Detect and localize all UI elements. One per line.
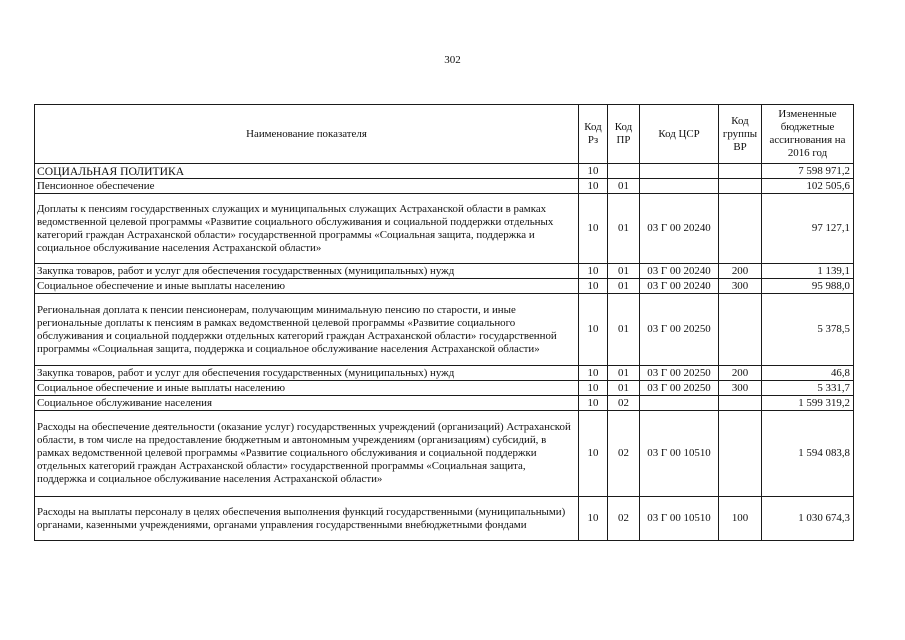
row-csr: 03 Г 00 20250 bbox=[640, 294, 719, 366]
row-name: Расходы на выплаты персоналу в целях обеспечения выполнения функций государственными (муниципальными) органами, казенными учреждениями, органами управления государственными внебюджетными фондами bbox=[35, 497, 579, 541]
row-name: Закупка товаров, работ и услуг для обеспечения государственных (муниципальных) нужд bbox=[35, 264, 579, 279]
row-rz: 10 bbox=[579, 179, 608, 194]
row-sum: 97 127,1 bbox=[762, 194, 854, 264]
header-indicator-name: Наименование показателя bbox=[35, 105, 579, 164]
table-row bbox=[35, 497, 854, 541]
row-csr: 03 Г 00 20240 bbox=[640, 264, 719, 279]
header-target-item-code: Код ЦСР bbox=[640, 105, 719, 164]
row-pr: 01 bbox=[608, 279, 640, 294]
table-row bbox=[35, 411, 854, 497]
row-csr bbox=[640, 179, 719, 194]
row-pr: 01 bbox=[608, 366, 640, 381]
row-vr bbox=[719, 411, 762, 497]
row-name: Доплаты к пенсиям государственных служащих и муниципальных служащих Астраханской области в рамках ведомственной целевой программы «Развитие социального обслуживания и социальной поддержки отдельных категорий граждан Астраханской области» государственной программы «Социальная защита, поддержка и социальное обслуживание населения Астраханской области» bbox=[35, 194, 579, 264]
row-vr bbox=[719, 194, 762, 264]
row-vr: 300 bbox=[719, 381, 762, 396]
row-name: Социальное обеспечение и иные выплаты населению bbox=[35, 381, 579, 396]
row-sum: 1 599 319,2 bbox=[762, 396, 854, 411]
header-amended-allocations: Измененные бюджетные ассигнования на 2016 год bbox=[762, 105, 854, 164]
row-pr: 01 bbox=[608, 264, 640, 279]
row-csr: 03 Г 00 20250 bbox=[640, 381, 719, 396]
row-vr: 200 bbox=[719, 366, 762, 381]
table-header-row bbox=[35, 105, 854, 164]
table-row bbox=[35, 366, 854, 381]
table-row bbox=[35, 279, 854, 294]
row-sum: 5 378,5 bbox=[762, 294, 854, 366]
row-rz: 10 bbox=[579, 264, 608, 279]
row-pr: 02 bbox=[608, 497, 640, 541]
row-vr: 300 bbox=[719, 279, 762, 294]
row-rz: 10 bbox=[579, 497, 608, 541]
row-rz: 10 bbox=[579, 279, 608, 294]
row-csr: 03 Г 00 10510 bbox=[640, 497, 719, 541]
row-sum: 95 988,0 bbox=[762, 279, 854, 294]
row-name: Региональная доплата к пенсии пенсионерам, получающим минимальную пенсию по старости, и иные региональные доплаты к пенсиям в рамках ведомственной целевой программы «Развитие социального обслуживания и социальной поддержки отдельных категорий граждан Астраханской области» государственной программы «Социальная защита, поддержка и социальное обслуживание населения Астраханской области» bbox=[35, 294, 579, 366]
row-csr: 03 Г 00 20240 bbox=[640, 279, 719, 294]
row-rz: 10 bbox=[579, 164, 608, 179]
row-csr bbox=[640, 164, 719, 179]
row-vr bbox=[719, 179, 762, 194]
row-csr bbox=[640, 396, 719, 411]
row-vr bbox=[719, 164, 762, 179]
row-rz: 10 bbox=[579, 366, 608, 381]
row-sum: 5 331,7 bbox=[762, 381, 854, 396]
header-subsection-code: Код ПР bbox=[608, 105, 640, 164]
table-row bbox=[35, 381, 854, 396]
row-vr: 200 bbox=[719, 264, 762, 279]
row-pr: 02 bbox=[608, 411, 640, 497]
row-name: Закупка товаров, работ и услуг для обеспечения государственных (муниципальных) нужд bbox=[35, 366, 579, 381]
row-pr bbox=[608, 164, 640, 179]
row-pr: 01 bbox=[608, 294, 640, 366]
row-name: Социальное обеспечение и иные выплаты населению bbox=[35, 279, 579, 294]
row-sum: 1 594 083,8 bbox=[762, 411, 854, 497]
row-rz: 10 bbox=[579, 294, 608, 366]
row-rz: 10 bbox=[579, 381, 608, 396]
table-row bbox=[35, 294, 854, 366]
row-csr: 03 Г 00 20240 bbox=[640, 194, 719, 264]
row-name: СОЦИАЛЬНАЯ ПОЛИТИКА bbox=[35, 164, 579, 179]
row-pr: 02 bbox=[608, 396, 640, 411]
row-name: Социальное обслуживание населения bbox=[35, 396, 579, 411]
row-sum: 7 598 971,2 bbox=[762, 164, 854, 179]
row-pr: 01 bbox=[608, 179, 640, 194]
row-vr bbox=[719, 294, 762, 366]
row-sum: 1 139,1 bbox=[762, 264, 854, 279]
row-sum: 102 505,6 bbox=[762, 179, 854, 194]
row-sum: 1 030 674,3 bbox=[762, 497, 854, 541]
table-row bbox=[35, 194, 854, 264]
header-expense-group-code: Код группы ВР bbox=[719, 105, 762, 164]
table-row bbox=[35, 396, 854, 411]
row-rz: 10 bbox=[579, 411, 608, 497]
table-row bbox=[35, 164, 854, 179]
row-sum: 46,8 bbox=[762, 366, 854, 381]
row-csr: 03 Г 00 20250 bbox=[640, 366, 719, 381]
row-pr: 01 bbox=[608, 194, 640, 264]
row-rz: 10 bbox=[579, 396, 608, 411]
table-row bbox=[35, 179, 854, 194]
row-rz: 10 bbox=[579, 194, 608, 264]
budget-table bbox=[34, 104, 854, 541]
row-vr: 100 bbox=[719, 497, 762, 541]
header-section-code: Код Рз bbox=[579, 105, 608, 164]
row-vr bbox=[719, 396, 762, 411]
page-number: 302 bbox=[444, 54, 461, 66]
table-row bbox=[35, 264, 854, 279]
row-name: Пенсионное обеспечение bbox=[35, 179, 579, 194]
row-csr: 03 Г 00 10510 bbox=[640, 411, 719, 497]
row-name: Расходы на обеспечение деятельности (оказание услуг) государственных учреждений (организаций) Астраханской области, в том числе на предоставление бюджетным и автономным учреждениям (организациям) субсидий, в рамках ведомственной целевой программы «Развитие социального обслуживания и социальной поддержки отдельных категорий граждан Астраханской области» государственной программы «Социальная защита, поддержка и социальное обслуживание населения Астраханской области» bbox=[35, 411, 579, 497]
row-pr: 01 bbox=[608, 381, 640, 396]
